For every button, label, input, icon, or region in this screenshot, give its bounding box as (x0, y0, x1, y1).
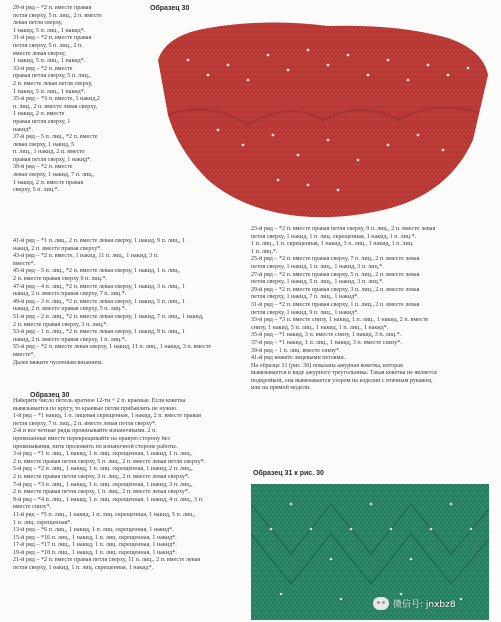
instruction-line: 37-й ряд – *1 накид, 1 п. лиц., 1 накид, 3 п. вместе снизу*. (251, 339, 402, 346)
instruction-line: 33-й ряд – *2 п. вместе (13, 65, 73, 72)
instruction-line: 25-й ряд – *2 п. вместе правая сверху, 7 п. лиц., 2 п. вместе левая (251, 256, 420, 263)
instruction-line: вместе снизу*. (13, 504, 52, 511)
instruction-line: 2 п. вместе правая сверху, 3 п. лиц.*. (13, 321, 108, 328)
instruction-line: 2 п. вместе правая сверху 9 п. лиц.*. (13, 275, 108, 282)
instruction-line: 2 п. вместе правая петля сверху, 1 п. лиц., 2 п. вместе левая сверху*. (13, 489, 190, 496)
instruction-line: вывязывается по кругу, то краевые петли прибавлять не нужно. (13, 405, 178, 412)
wechat-icon (373, 597, 389, 610)
instruction-line: 41-й ряд вяжите лицевыми петлями. (251, 355, 346, 362)
instructions-column-right (251, 226, 481, 393)
instruction-line: 1 накид, 2 п. вместе (13, 111, 65, 118)
instruction-line: 20-й ряд – *2 п. вместе правая (13, 5, 92, 11)
instruction-line: петля сверху, 1 накид, 1 п. лиц., 1 накид, 3 п. лиц.*. (251, 263, 384, 270)
instruction-line: На образце 31 (рис. 30) показана ажурная кокетка, которая (251, 362, 403, 369)
instruction-line: Наберите число петель кратное 12-ти + 2 п. краевые. Если кокетка (13, 398, 186, 404)
instruction-line: 29-й ряд – *2 п. вместе правая сверху, 3 п. лиц., 2 п. вместе левая (251, 286, 420, 293)
instruction-line: 19-й ряд – *18 п. лиц., 1 накид, 1 п. лиц. скрещенная, 1 накид*. (13, 549, 177, 556)
instructions-column-bottom-left (13, 398, 248, 573)
instruction-line: 55-й ряд – *2 п. вместе левая сверху, 1 накид, 11 п. лиц., 1 накид, 3 п. вместе (13, 344, 212, 351)
instruction-line: 31-й ряд – *2 п. вместе правая сверху, 1 п. лиц., 2 п. вместе левая (251, 301, 420, 308)
instruction-line: снизу, 1 накид, 5 п. лиц., 1 накид, 1 п. лиц., 1 накид*. (251, 324, 389, 331)
instruction-line: правая петля сверху, 1 (13, 118, 71, 125)
instruction-line: 3-й ряд – *1 п. лиц., 1 накид, 1 п. лиц. скрещенная, 1 накид, 1 п. лиц., (13, 451, 193, 458)
instruction-line: вместе*. (13, 351, 36, 358)
instruction-line: 39-й ряд – 1 п. лиц. вместе снизу*. (251, 347, 341, 354)
instruction-line: 1 накид, 5 п. лиц., 1 накид*. (13, 88, 86, 95)
instruction-line: 45-й ряд – 5 п. лиц., *2 п. вместе левая сверху, 1 накид, 1 п. лиц., (13, 268, 181, 275)
instruction-line: 35-й ряд – *3 п. вместе, 1 накид,2 (13, 96, 100, 103)
sample-31-heading: Образец 31 к рис. 30 (253, 470, 324, 477)
instructions-column-mid-left (13, 238, 248, 367)
instruction-line: 11-й ряд – *5 п. лиц., 1 накид, 1 п. лиц. скрещенная, 1 накид, 5 п. лиц., (13, 511, 196, 518)
instruction-line: 15-й ряд – *16 п. лиц., 1 накид, 1 п. лиц. скрещенная, 1 накид*. (13, 534, 177, 541)
instruction-line: накид, 2 п. вместе правая сверху, 1 п. лиц.*. (13, 336, 127, 343)
instruction-line: накид*. (13, 126, 33, 133)
instruction-line: 23-й ряд – *2 п. вместе правая петля сверху, 9 п. лиц., 2 п. вместе левая (251, 226, 436, 232)
instruction-line: правая петля сверху, 5 п. лиц., (13, 73, 91, 80)
instruction-line: п. лиц., 2 п. вместе левая сверху, (13, 103, 98, 110)
instruction-line: вывязывается в виде ажурного треугольника. Такая кокетка не является (251, 370, 437, 377)
instruction-line: петля сверху, 1 накид, 7 п. лиц., 1 накид*. (251, 294, 359, 301)
instruction-line: левая сверху, 1 накид, 7 п. лиц., (13, 172, 95, 179)
instruction-line: 7-й ряд – *3 п. лиц., 1 накид, 1 п. лиц. скрещенная, 1 накид, 3 п. лиц., (13, 481, 193, 488)
instruction-line: 35-й ряд – *1 накид, 3 п. вместе снизу, 1 накид, 3 п. лиц.*. (251, 332, 402, 339)
instruction-line: петля сверху, 1 накид, 1 п. лиц. скрещенная, 1 накид*. (13, 565, 154, 572)
instruction-line: 1 п. лиц., 1 п. скрещенная, 1 накид, 3 п. лиц., 1 накид, 1 п. лиц. (251, 241, 414, 248)
instruction-line: 5-й ряд – *2 п. лиц., 1 накид, 1 п. лиц. скрещенная, 1 накид, 2 п. лиц., (13, 466, 193, 473)
instruction-line: левая петля сверху, (13, 20, 63, 27)
instruction-line: петля сверху, 7 п. лиц., 2 п. вместе левая петля сверху*. (13, 420, 157, 427)
instruction-line: 2-й и все четные ряды провязывайте изнаночными. 2 п. (13, 428, 157, 435)
instruction-line: 9-й ряд – *4 п. лиц., 1 накид, 1 п. лиц. скрещенная, 1 накид, 4 п. лиц., 3 п. (13, 496, 204, 503)
instruction-line: 47-й ряд – 4 п. лиц., *2 п. вместе левая сверху, 1 накид, 3 п. лиц., 1 (13, 283, 186, 290)
instruction-line: петля сверху, 5 п. лиц., 2 п. вместе (13, 12, 102, 19)
instruction-line: 13-й ряд – *6 п. лиц., 1 накид, 1 п. лиц. скрещенная, 1 накид*. (13, 527, 174, 534)
instruction-line: 21-й ряд – *2 п. вместе правая петля сверху, 11 п. лиц., 2 п. вместе левая (13, 557, 201, 564)
instruction-line: петля сверху, 1 накид, 1 п. лиц. скрещенная, 1 накид, 1 п. лиц.*. (251, 233, 417, 240)
watermark-text: 微信号: jnxbz8 (393, 599, 456, 610)
instruction-line: левая сверху, 1 накид, 5 (13, 141, 75, 148)
instruction-line: 49-й ряд – 3 п. лиц., *2 п. вместе левая сверху, 1 накид, 5 п. лиц., 1 (13, 298, 186, 305)
instruction-line: вместе левая сверху, (13, 50, 66, 57)
instruction-line: 2 п. вместе левая петля сверху, (13, 80, 93, 87)
instruction-line: 43-й ряд – *2 п. вместе, 1 накид, 11 п. лиц., 1 накид, 3 п. (13, 253, 159, 260)
instruction-line: или на прямой модели. (251, 385, 311, 392)
instruction-line: 37-й ряд – 5 п. лиц., *2 п. вместе (13, 134, 98, 141)
instruction-line: 1 п. лиц.*. (251, 248, 278, 255)
instruction-line: 1-й ряд – *1 накид, 1 п. лицевая скрещенная, 1 накид, 2 п. вместе правая (13, 413, 201, 420)
instruction-line: 1 накид, 5 п. лиц., 1 накид*. (13, 27, 86, 34)
sample-30-subheading: Образец 30 (30, 392, 70, 399)
instruction-line: петля сверху, 1 накид, 9 п. лиц., 1 накид*. (251, 309, 359, 316)
instruction-line: 39-й ряд – *2 п. вместе (13, 164, 73, 171)
instruction-line: 1 накид, 2 п. вместе правая (13, 179, 84, 186)
instruction-line: накид, 2 п. вместе правая сверху*. (13, 245, 102, 252)
instructions-column-top-left (13, 5, 143, 195)
instruction-line: 2 п. вместе правая петля сверху, 5 п. лиц., 2 п. вместе левая петля сверху*. (13, 458, 206, 465)
instruction-line: накид, 2 п. вместе правая сверху, 7 п. лиц.*. (13, 291, 127, 298)
instruction-line: 31-й ряд – *2 п. вместе правая (13, 35, 92, 42)
instruction-line: правая петля сверху, 1 накид*. (13, 156, 92, 163)
instruction-line: 17-й ряд – *17 п. лиц., 1 накид, 1 п. лиц. скрещенная, 1 накид*. (13, 542, 177, 549)
instruction-line: 53-й ряд – 1 п. лиц., *2 п. вместе левая сверху, 1 накид, 9 п. лиц., 1 (13, 329, 186, 336)
sample-30-heading: Образец 30 (150, 5, 190, 12)
instruction-line: 51-й ряд – 2 п. лиц., *2 п. вместе левая сверху, 1 накид, 7 п. лиц., 1 накид, (13, 313, 204, 320)
instruction-line: вместе*. (13, 260, 36, 267)
instruction-line: п. лиц., 1 накид, 2 п. вместе (13, 149, 85, 156)
instruction-line: 1 п. лиц. скрещенная*. (13, 519, 72, 526)
instruction-line: накид, 2 п. вместе правая сверху, 5 п. лиц.*. (13, 306, 127, 313)
instruction-line: 2 п. вместе правая петля сверху, 3 п. лиц., 2 п. вместе левая сверху*. (13, 473, 190, 480)
instruction-line: 33-й ряд – *3 п. вместе снизу, 1 накид, 1 п. лиц., 1 накид, 2 п. вместе (251, 317, 429, 324)
instruction-line: Далее вяжите чулочным вязанием. (13, 359, 103, 366)
instruction-line: 41-й ряд – *1 п. лиц., 2 п. вместе левая сверху, 1 накид, 9 п. лиц., 1 (13, 238, 186, 244)
instruction-line: провязанные вместе перекрещивайте на правую сторону без (13, 435, 170, 442)
instruction-line: 27-й ряд – *2 п. вместе правая сверху, 5 п. лиц., 2 п. вместе левая (251, 271, 420, 278)
instruction-line: петля сверху, 5 п. лиц., 2 п. (13, 42, 83, 49)
instruction-line: сверху, 5 п. лиц.*. (13, 187, 60, 194)
instruction-line: 1 накид, 5 п. лиц., 1 накид*. (13, 58, 86, 65)
instruction-line: подкройкой, она вывязывается узором на изделии с втачным рукавом, (251, 377, 433, 384)
red-knit-swatch-photo (148, 20, 493, 225)
instruction-line: петля сверху, 1 накид, 5 п. лиц., 1 накид, 3 п. лиц.*. (251, 279, 384, 286)
instruction-line: провязывания, нить проложить по изнаночной стороне работы. (13, 443, 178, 450)
wechat-watermark (373, 592, 456, 614)
